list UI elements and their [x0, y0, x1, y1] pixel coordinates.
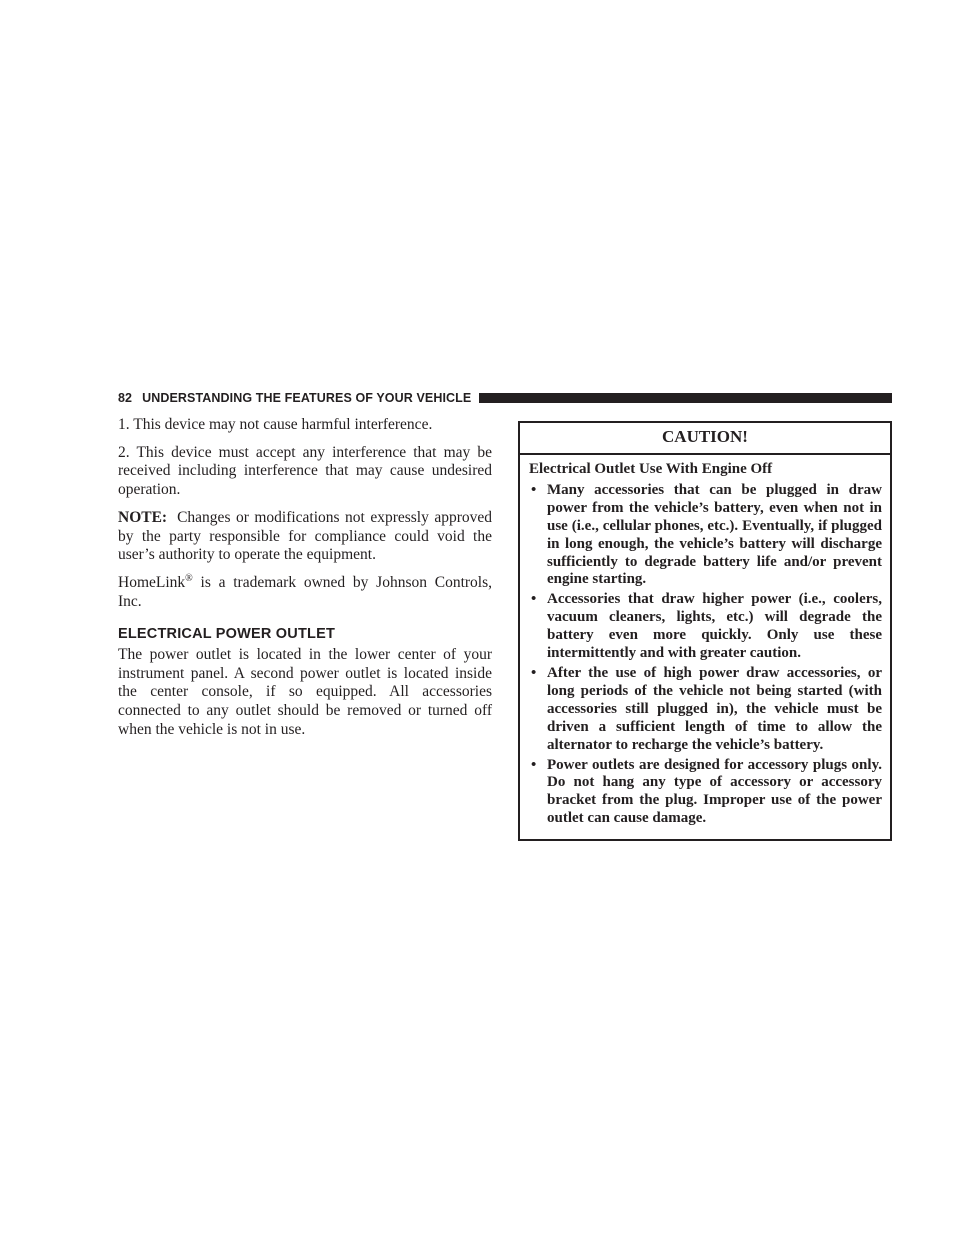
- caution-box: [518, 421, 892, 841]
- caution-item-text: Power outlets are designed for accessory plugs only. Do not hang any type of accessory or accessory bracket from the plug. Improper use of the power outlet can cause damage.: [547, 756, 882, 827]
- section-body: The power outlet is located in the lower center of your instrument panel. A second power outlet is located inside the center console, if so equipped. All accessories connected to any outlet should be removed or turned off when the vehicle is not in use.: [118, 646, 492, 738]
- caution-item-text: Many accessories that can be plugged in draw power from the vehicle’s battery, even when not in use (i.e., cellular phones, etc.). Eventually, if plugged in long enough, the vehicle’s battery will discharge sufficiently to degrade battery life and/or prevent engine starting.: [547, 481, 882, 588]
- header-rule: [479, 393, 892, 403]
- caution-subtitle: Electrical Outlet Use With Engine Off: [529, 461, 773, 477]
- note-text: Changes or modifications not expressly approved by the party responsible for compliance could void the user’s authority to operate the equipment.: [118, 508, 492, 564]
- interference-item-2: 2. This device must accept any interference that may be received including interference that may cause undesired operation.: [118, 443, 492, 499]
- bullet-icon: •: [531, 481, 537, 498]
- page-header: [118, 390, 892, 406]
- note-label: NOTE:: [118, 508, 168, 526]
- trademark-paragraph: [118, 574, 492, 611]
- trademark-prefix: HomeLink: [118, 573, 186, 591]
- interference-item-1: 1. This device may not cause harmful interference.: [118, 416, 433, 433]
- caution-item: [529, 757, 882, 829]
- caution-item-text: After the use of high power draw accessories, or long periods of the vehicle not being started (with accessories still plugged in), the vehicle must be driven a sufficient length of time to allow the alternator to recharge the vehicle’s battery.: [547, 664, 882, 753]
- caution-list: [529, 482, 882, 828]
- bullet-icon: •: [531, 756, 537, 773]
- caution-title: CAUTION!: [520, 423, 890, 455]
- bullet-icon: •: [531, 664, 537, 681]
- caution-item: [529, 591, 882, 663]
- registered-mark: ®: [185, 572, 193, 584]
- left-column: [118, 416, 492, 749]
- page-number: 82: [118, 391, 133, 405]
- caution-item-text: Accessories that draw higher power (i.e., coolers, vacuum cleaners, lights, etc.) will degrade the battery even more quickly. Only use these intermittently and with greater caution.: [547, 591, 882, 662]
- caution-body: [520, 455, 890, 839]
- note-paragraph: [118, 509, 492, 565]
- caution-item: [529, 665, 882, 755]
- caution-item: [529, 482, 882, 589]
- section-heading: ELECTRICAL POWER OUTLET: [118, 626, 335, 643]
- trademark-text: is a trademark owned by Johnson Controls, Inc.: [118, 573, 492, 610]
- bullet-icon: •: [531, 591, 537, 608]
- section-title: UNDERSTANDING THE FEATURES OF YOUR VEHICLE: [142, 391, 472, 405]
